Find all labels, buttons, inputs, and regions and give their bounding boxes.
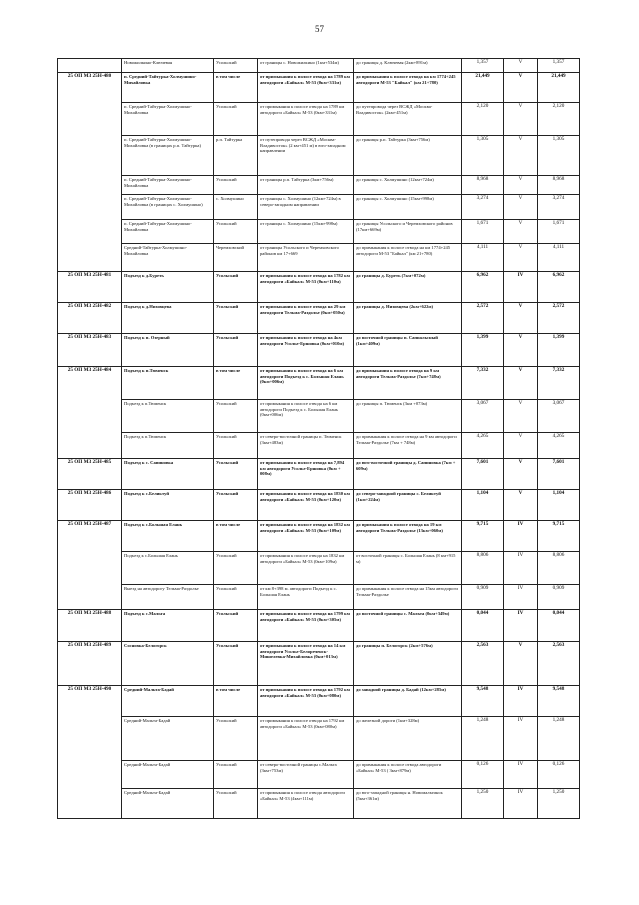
total-length: 4,111 [538, 244, 580, 272]
end-point: до восточной границы п. Сапиальсный (1км+409м) [354, 334, 462, 367]
length: 2,572 [462, 303, 504, 334]
road-name: Подъезд к п.Тюменск [122, 433, 214, 459]
table-row [58, 610, 580, 642]
end-point: до границы п. Тюменск (3км +073м) [354, 400, 462, 433]
table-row [58, 717, 580, 761]
district: с. Холмушино [214, 195, 258, 220]
length: 3,274 [462, 195, 504, 220]
road-code: 25 ОП МЗ 25Н-481 [58, 272, 122, 303]
length: 1,399 [462, 334, 504, 367]
start-point: от примыкания к полосе отвода на 7,894 км автодороги Усолье-Ершовка (0км + 008м) [258, 459, 354, 490]
length: 0,909 [462, 585, 504, 610]
road-name: Выезд на автодорогу Тельма-Раздолье [122, 585, 214, 610]
category: IV [504, 789, 538, 819]
start-point: от примыкания к полосе отвода на 1830 км автодороги «Байкал» М-53 (0км+120м) [258, 490, 354, 521]
district: Усольский [214, 490, 258, 521]
length: 4,265 [462, 433, 504, 459]
table-row [58, 521, 580, 552]
table-row [58, 59, 580, 73]
road-name: п. Средний-Тайтурка-Холмушино-Михайловка (в границах с. Холмушино) [122, 195, 214, 220]
table-row [58, 367, 580, 400]
length: 8,806 [462, 552, 504, 585]
total-length: 1,104 [538, 490, 580, 521]
total-length: 1,399 [538, 334, 580, 367]
start-point: от примыкания к полосе отвода на 1782 км автодороги «Байкал» М-53 (0км+110м) [258, 272, 354, 303]
category: V [504, 334, 538, 367]
category: IV [504, 717, 538, 761]
table-row [58, 195, 580, 220]
district: Усольский [214, 717, 258, 761]
category: IV [504, 610, 538, 642]
category: V [504, 400, 538, 433]
end-point: до границы с. Холмушино (15км+998м) [354, 195, 462, 220]
start-point: от примыкания к полосе отвода на 6 км автодороги Подъезд к с. Большая Елань (0км+006м) [258, 367, 354, 400]
road-name: Подъезд к с.Большая Елань [122, 521, 214, 552]
district: Усольский [214, 789, 258, 819]
district: Усольский [214, 433, 258, 459]
road-name: Сосновка-Белогорск [122, 642, 214, 686]
category: IV [504, 686, 538, 717]
road-name: п. Средний-Тайтурка-Холмушино-Михайловка [122, 73, 214, 103]
road-name: Средний-Мальта-Бадай [122, 686, 214, 717]
table-row [58, 585, 580, 610]
length: 1,104 [462, 490, 504, 521]
category: IV [504, 521, 538, 552]
total-length: 2,572 [538, 303, 580, 334]
category: IV [504, 761, 538, 789]
length: 2,120 [462, 103, 504, 136]
road-name: Подъезд к с.Большая Елань [122, 552, 214, 585]
road-code: 25 ОП МЗ 25Н-486 [58, 490, 122, 521]
category: V [504, 490, 538, 521]
end-point: до примыкания к полосе отвода автодороги «Байкал» М-53 ( 3км+879м) [354, 761, 462, 789]
table-row [58, 490, 580, 521]
length: 21,449 [462, 73, 504, 103]
page-number: 57 [315, 24, 324, 34]
start-point: от примыкания к полосе отвода на 1799 км автодороги «Байкал» М-53 (0км+305м) [258, 610, 354, 642]
total-length: 7,332 [538, 367, 580, 400]
district: Усольский [214, 585, 258, 610]
category: V [504, 73, 538, 103]
length: 2,563 [462, 642, 504, 686]
road-name: Подъезд к п. Озерный [122, 334, 214, 367]
start-point: от границы Усольского и Черемховского районов км 17+669 [258, 244, 354, 272]
table-row [58, 789, 580, 819]
end-point: до примыкания к полосе отвода на км 1774+245 автодороги М-53 "Байкал" (км 21+780) [354, 73, 462, 103]
category: V [504, 459, 538, 490]
end-point: от восточной границы с. Большая Елань (8 км+915 м) [354, 552, 462, 585]
category: IV [504, 552, 538, 585]
category: V [504, 642, 538, 686]
start-point: от примыкания к полосе отвода на 1832 км автодороги «Байкал» М-53 (0км+109м) [258, 521, 354, 552]
total-length: 1,357 [538, 59, 580, 73]
category: V [504, 176, 538, 195]
start-point: от примыкания к полосе отвода на 1789 км автодороги «Байкал» М-53 (0км+331м) [258, 103, 354, 136]
length: 0,044 [462, 610, 504, 642]
road-name: Подъезд к п.Тюменск [122, 400, 214, 433]
total-length: 2,120 [538, 103, 580, 136]
table-row [58, 459, 580, 490]
length: 1,248 [462, 717, 504, 761]
district: Усольский [214, 552, 258, 585]
category: IV [504, 585, 538, 610]
category: V [504, 195, 538, 220]
road-name: Подъезд к д.Буреть [122, 272, 214, 303]
total-length: 9,715 [538, 521, 580, 552]
total-length: 3,067 [538, 400, 580, 433]
length: 1,671 [462, 220, 504, 244]
start-point: от примыкания к полосе отвода на 6 км автодороги Подъезд к с. Большая Елань (0км+006м) [258, 400, 354, 433]
start-point: от примыкания к полосе отвода на 1792 км автодороги «Байкал» М-53 (0км+080м) [258, 717, 354, 761]
road-name: Подъезд к д.Низовцева [122, 303, 214, 334]
roads-table-body [58, 59, 580, 819]
table-row [58, 642, 580, 686]
district: в том числе [214, 73, 258, 103]
district: Усольский [214, 103, 258, 136]
length: 1,357 [462, 59, 504, 73]
total-length: 7,601 [538, 459, 580, 490]
total-length: 9,548 [538, 686, 580, 717]
end-point: до северо-западной границы с. Беликтуй (1км+224м) [354, 490, 462, 521]
road-name: п. Средний-Тайтурка-Холмушино-Михайловка [122, 103, 214, 136]
start-point: от северо-восточной границы с.Мальта (3км+753м) [258, 761, 354, 789]
road-code: 25 ОП МЗ 25Н-488 [58, 610, 122, 642]
road-name: п. Средний-Тайтурка-Холмушино-Михайловка (в границах р.п. Тайтурка) [122, 136, 214, 176]
category: V [504, 59, 538, 73]
start-point: от границы с. Холмушино (15км+998м) [258, 220, 354, 244]
length: 9,548 [462, 686, 504, 717]
end-point: до примыкания к полосе отвода на 9 км автодороги Тельма-Раздолье (7км + 748м) [354, 433, 462, 459]
total-length: 21,449 [538, 73, 580, 103]
end-point: до границы п. Белогорск (2км+576м) [354, 642, 462, 686]
road-code: 25 ОП МЗ 25Н-489 [58, 642, 122, 686]
end-point: до границы с. Холмушино (12км+724м) [354, 176, 462, 195]
end-point: до юго-западной границы н. Новомальтинск (5км+361м) [354, 789, 462, 819]
category: V [504, 367, 538, 400]
district: Усольский [214, 761, 258, 789]
table-row [58, 103, 580, 136]
district: Черемховский [214, 244, 258, 272]
start-point: от примыкания к полосе отвода на 1832 км автодороги «Байкал» М-53 (0км+109м) [258, 552, 354, 585]
table-row [58, 272, 580, 303]
total-length: 8,806 [538, 552, 580, 585]
end-point: до границы Усольского и Черемховского районов (17км+669м) [354, 220, 462, 244]
district: в том числе [214, 367, 258, 400]
category: V [504, 244, 538, 272]
total-length: 0,909 [538, 585, 580, 610]
total-length: 6,962 [538, 272, 580, 303]
total-length: 0,044 [538, 610, 580, 642]
table-row [58, 552, 580, 585]
end-point: до восточной границы с. Мальта (0км+349м) [354, 610, 462, 642]
start-point: от примыкания к полосе отвода автодороги «Байкал» М-53 (4км+111м) [258, 789, 354, 819]
road-name: Средний-Мальта-Бадай [122, 789, 214, 819]
road-code-cell [58, 59, 122, 73]
start-point: от границы р.п. Тайтурка (3км+756м) [258, 176, 354, 195]
road-code: 25 ОП МЗ 25Н-484 [58, 367, 122, 459]
table-row [58, 334, 580, 367]
end-point: до границы д. Ключевая (2км+891м) [354, 59, 462, 73]
district: Усольский [214, 59, 258, 73]
road-code: 25 ОП МЗ 25Н-487 [58, 521, 122, 610]
length: 1,250 [462, 789, 504, 819]
road-name: Средний-Мальта-Бадай [122, 717, 214, 761]
length: 4,111 [462, 244, 504, 272]
end-point: до примыкания к полосе отвода на 9 км автодороги Тельма-Раздолье (7км+748м) [354, 367, 462, 400]
total-length: 1,250 [538, 789, 580, 819]
start-point: от примыкания к полосе отвода на 29 км автодороги Тельма-Раздолье (0км+050м) [258, 303, 354, 334]
district: Усольский [214, 176, 258, 195]
road-code: 25 ОП МЗ 25Н-482 [58, 303, 122, 334]
district: Усольский [214, 334, 258, 367]
table-row [58, 433, 580, 459]
district: в том числе [214, 521, 258, 552]
start-point: от северо-восточной границы п. Тюменск (3км+483м) [258, 433, 354, 459]
start-point: от примыкания к полосе отвода на 4км автодороги Усолье-Ершовка (0км+010м) [258, 334, 354, 367]
road-name: п. Средний-Тайтурка-Холмушино-Михайловка [122, 220, 214, 244]
end-point: до границы д. Низовцева (2км+622м) [354, 303, 462, 334]
road-code: 25 ОП МЗ 25Н-483 [58, 334, 122, 367]
total-length: 1,305 [538, 136, 580, 176]
category: V [504, 220, 538, 244]
end-point: до границы р.п. Тайтурка (3км+756м) [354, 136, 462, 176]
table-row [58, 176, 580, 195]
category: V [504, 433, 538, 459]
road-code: 25 ОП МЗ 25Н-490 [58, 686, 122, 819]
road-name: Средний-Тайтурка-Холмушино-Михайловка [122, 244, 214, 272]
table-row [58, 303, 580, 334]
district: Усольский [214, 303, 258, 334]
end-point: до путепровода через ВСЖД «Москва-Владивосток» (2км+451м) [354, 103, 462, 136]
end-point: до примыкания к полосе отвода на 15км автодороги Тельма-Раздолье [354, 585, 462, 610]
category: V [504, 136, 538, 176]
total-length: 4,265 [538, 433, 580, 459]
length: 7,332 [462, 367, 504, 400]
length: 7,601 [462, 459, 504, 490]
end-point: до примыкания к полосе отвода на км 1774+245 автодороги М-53 "Байкал" (км 21+780) [354, 244, 462, 272]
end-point: до западной границы д. Бадай (12км+285м) [354, 686, 462, 717]
district: Усольский [214, 610, 258, 642]
table-row [58, 244, 580, 272]
road-name: п. Средний-Тайтурка-Холмушино-Михайловка [122, 176, 214, 195]
table-row [58, 686, 580, 717]
table-row [58, 136, 580, 176]
start-point: от примыкания к полосе отвода на 14 км автодороги Усолье-Белореченск-Мишелевка-Михайловка (0км+013м) [258, 642, 354, 686]
district: в том числе [214, 686, 258, 717]
table-row [58, 220, 580, 244]
road-name: Новожилкино-Ключевая [122, 59, 214, 73]
length: 0,126 [462, 761, 504, 789]
start-point: от примыкания к полосе отвода на 1792 км автодороги «Байкал» М-53 (0км+080м) [258, 686, 354, 717]
table-row [58, 761, 580, 789]
roads-table [57, 58, 580, 819]
road-code: 25 ОП МЗ 25Н-485 [58, 459, 122, 490]
category: IV [504, 272, 538, 303]
district: Усольский [214, 400, 258, 433]
district: Усольский [214, 272, 258, 303]
district: р.п. Тайтурка [214, 136, 258, 176]
total-length: 2,563 [538, 642, 580, 686]
length: 8,968 [462, 176, 504, 195]
total-length: 1,671 [538, 220, 580, 244]
start-point: от примыкания к полосе отвода на 1789 км автодороги «Байкал» М-53 (0км+331м) [258, 73, 354, 103]
length: 1,305 [462, 136, 504, 176]
end-point: до юго-восточной границы д. Сапиновка (7км + 609м) [354, 459, 462, 490]
district: Усольский [214, 220, 258, 244]
table-row [58, 73, 580, 103]
road-name: Подъезд к с.Мальта [122, 610, 214, 642]
start-point: от км 8+398 м. автодороги Подъезд к с. Большая Елань [258, 585, 354, 610]
road-name: Подъезд к с. Сапиновка [122, 459, 214, 490]
road-name: Подъезд к п.Тюменск [122, 367, 214, 400]
start-point: от путепровода через ВСЖД «Москва-Владивосток» (2 км+451 м) в юго-западном направлении [258, 136, 354, 176]
length: 6,962 [462, 272, 504, 303]
total-length: 0,126 [538, 761, 580, 789]
total-length: 1,248 [538, 717, 580, 761]
table-row [58, 400, 580, 433]
road-name: Средний-Мальта-Бадай [122, 761, 214, 789]
district: Усольский [214, 642, 258, 686]
start-point: от границы с. Холмушино (12км+724м) в северо-западном направлении [258, 195, 354, 220]
length: 9,715 [462, 521, 504, 552]
end-point: до примыкания к полосе отвода на 19 км автодороги Тельма-Раздолье (13км+060м) [354, 521, 462, 552]
length: 3,067 [462, 400, 504, 433]
road-code: 25 ОП МЗ 25Н-480 [58, 73, 122, 272]
total-length: 3,274 [538, 195, 580, 220]
start-point: от границы с. Новожилкино (1км+534м) [258, 59, 354, 73]
category: V [504, 303, 538, 334]
total-length: 8,968 [538, 176, 580, 195]
district: Усольский [214, 459, 258, 490]
end-point: до границы д. Буреть (7км+072м) [354, 272, 462, 303]
road-name: Подъезд к с.Беликтуй [122, 490, 214, 521]
end-point: до железной дороги (1км+328м) [354, 717, 462, 761]
category: V [504, 103, 538, 136]
